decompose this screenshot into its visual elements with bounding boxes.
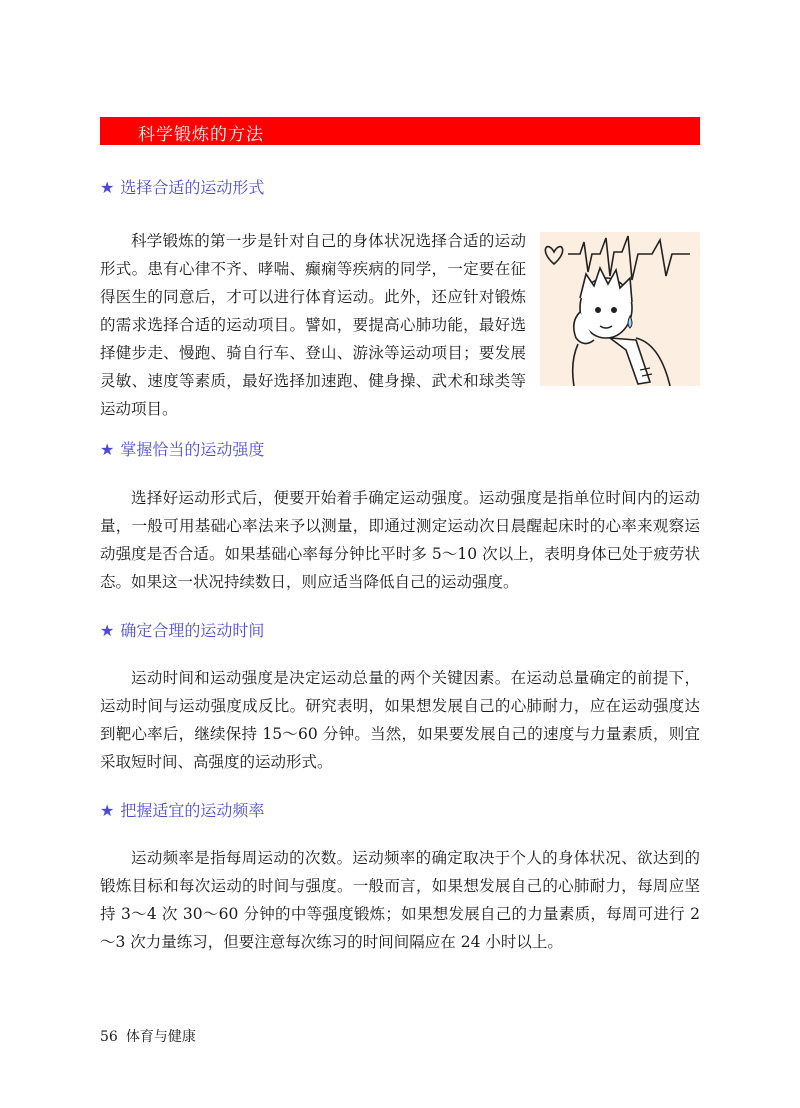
heading-exercise-intensity	[100, 437, 264, 460]
heading-text: 确定合理的运动时间	[120, 621, 265, 640]
tired-student-illustration	[540, 232, 700, 386]
paragraph-exercise-time: 运动时间和运动强度是决定运动总量的两个关键因素。在运动总量确定的前提下，运动时间与运动强度成反比。研究表明，如果想发展自己的心肺耐力，应在运动强度达到靶心率后，继续保持 15～60 分钟。当然，如果要发展自己的速度与力量素质，则宜采取短时间、高强度的运动形式。	[100, 669, 700, 771]
heading-text: 掌握恰当的运动强度	[120, 440, 265, 459]
heading-text: 选择合适的运动形式	[120, 178, 265, 197]
heading-exercise-form	[100, 175, 264, 198]
star-icon: ★	[100, 178, 115, 197]
section-banner	[100, 117, 700, 145]
paragraph-exercise-intensity: 选择好运动形式后，便要开始着手确定运动强度。运动强度是指单位时间内的运动量，一般可用基础心率法来予以测量，即通过测定运动次日晨醒起床时的心率来观察运动强度是否合适。如果基础心率每分钟比平时多 5～10 次以上，表明身体已处于疲劳状态。如果这一状况持续数日，则应适当降低自己的运动强度。	[100, 489, 700, 591]
section-title: 科学锻炼的方法	[138, 125, 264, 145]
star-icon: ★	[100, 801, 115, 820]
paragraph-exercise-form: 科学锻炼的第一步是针对自己的身体状况选择合适的运动形式。患有心律不齐、哮喘、癫痫等疾病的同学，一定要在征得医生的同意后，才可以进行体育运动。此外，还应针对锻炼的需求选择合适的运动项目。譬如，要提高心肺功能，最好选择健步走、慢跑、骑自行车、登山、游泳等运动项目；要发展灵敏、速度等素质，最好选择加速跑、健身操、武术和球类等运动项目。	[100, 232, 526, 418]
star-icon: ★	[100, 621, 115, 640]
heading-exercise-frequency	[100, 798, 264, 821]
star-icon: ★	[100, 440, 115, 459]
heading-exercise-time	[100, 618, 264, 641]
tired-student-icon	[540, 232, 700, 386]
page-footer	[100, 1026, 196, 1046]
page-number: 56	[100, 1029, 118, 1045]
heading-text: 把握适宜的运动频率	[120, 801, 265, 820]
book-title: 体育与健康	[125, 1029, 196, 1045]
paragraph-exercise-frequency: 运动频率是指每周运动的次数。运动频率的确定取决于个人的身体状况、欲达到的锻炼目标和每次运动的时间与强度。一般而言，如果想发展自己的心肺耐力，每周应坚持 3～4 次 30～60 分钟的中等强度锻炼；如果想发展自己的力量素质，每周可进行 2～3 次力量练习，但要注意每次练习的时间间隔应在 24 小时以上。	[100, 849, 700, 951]
